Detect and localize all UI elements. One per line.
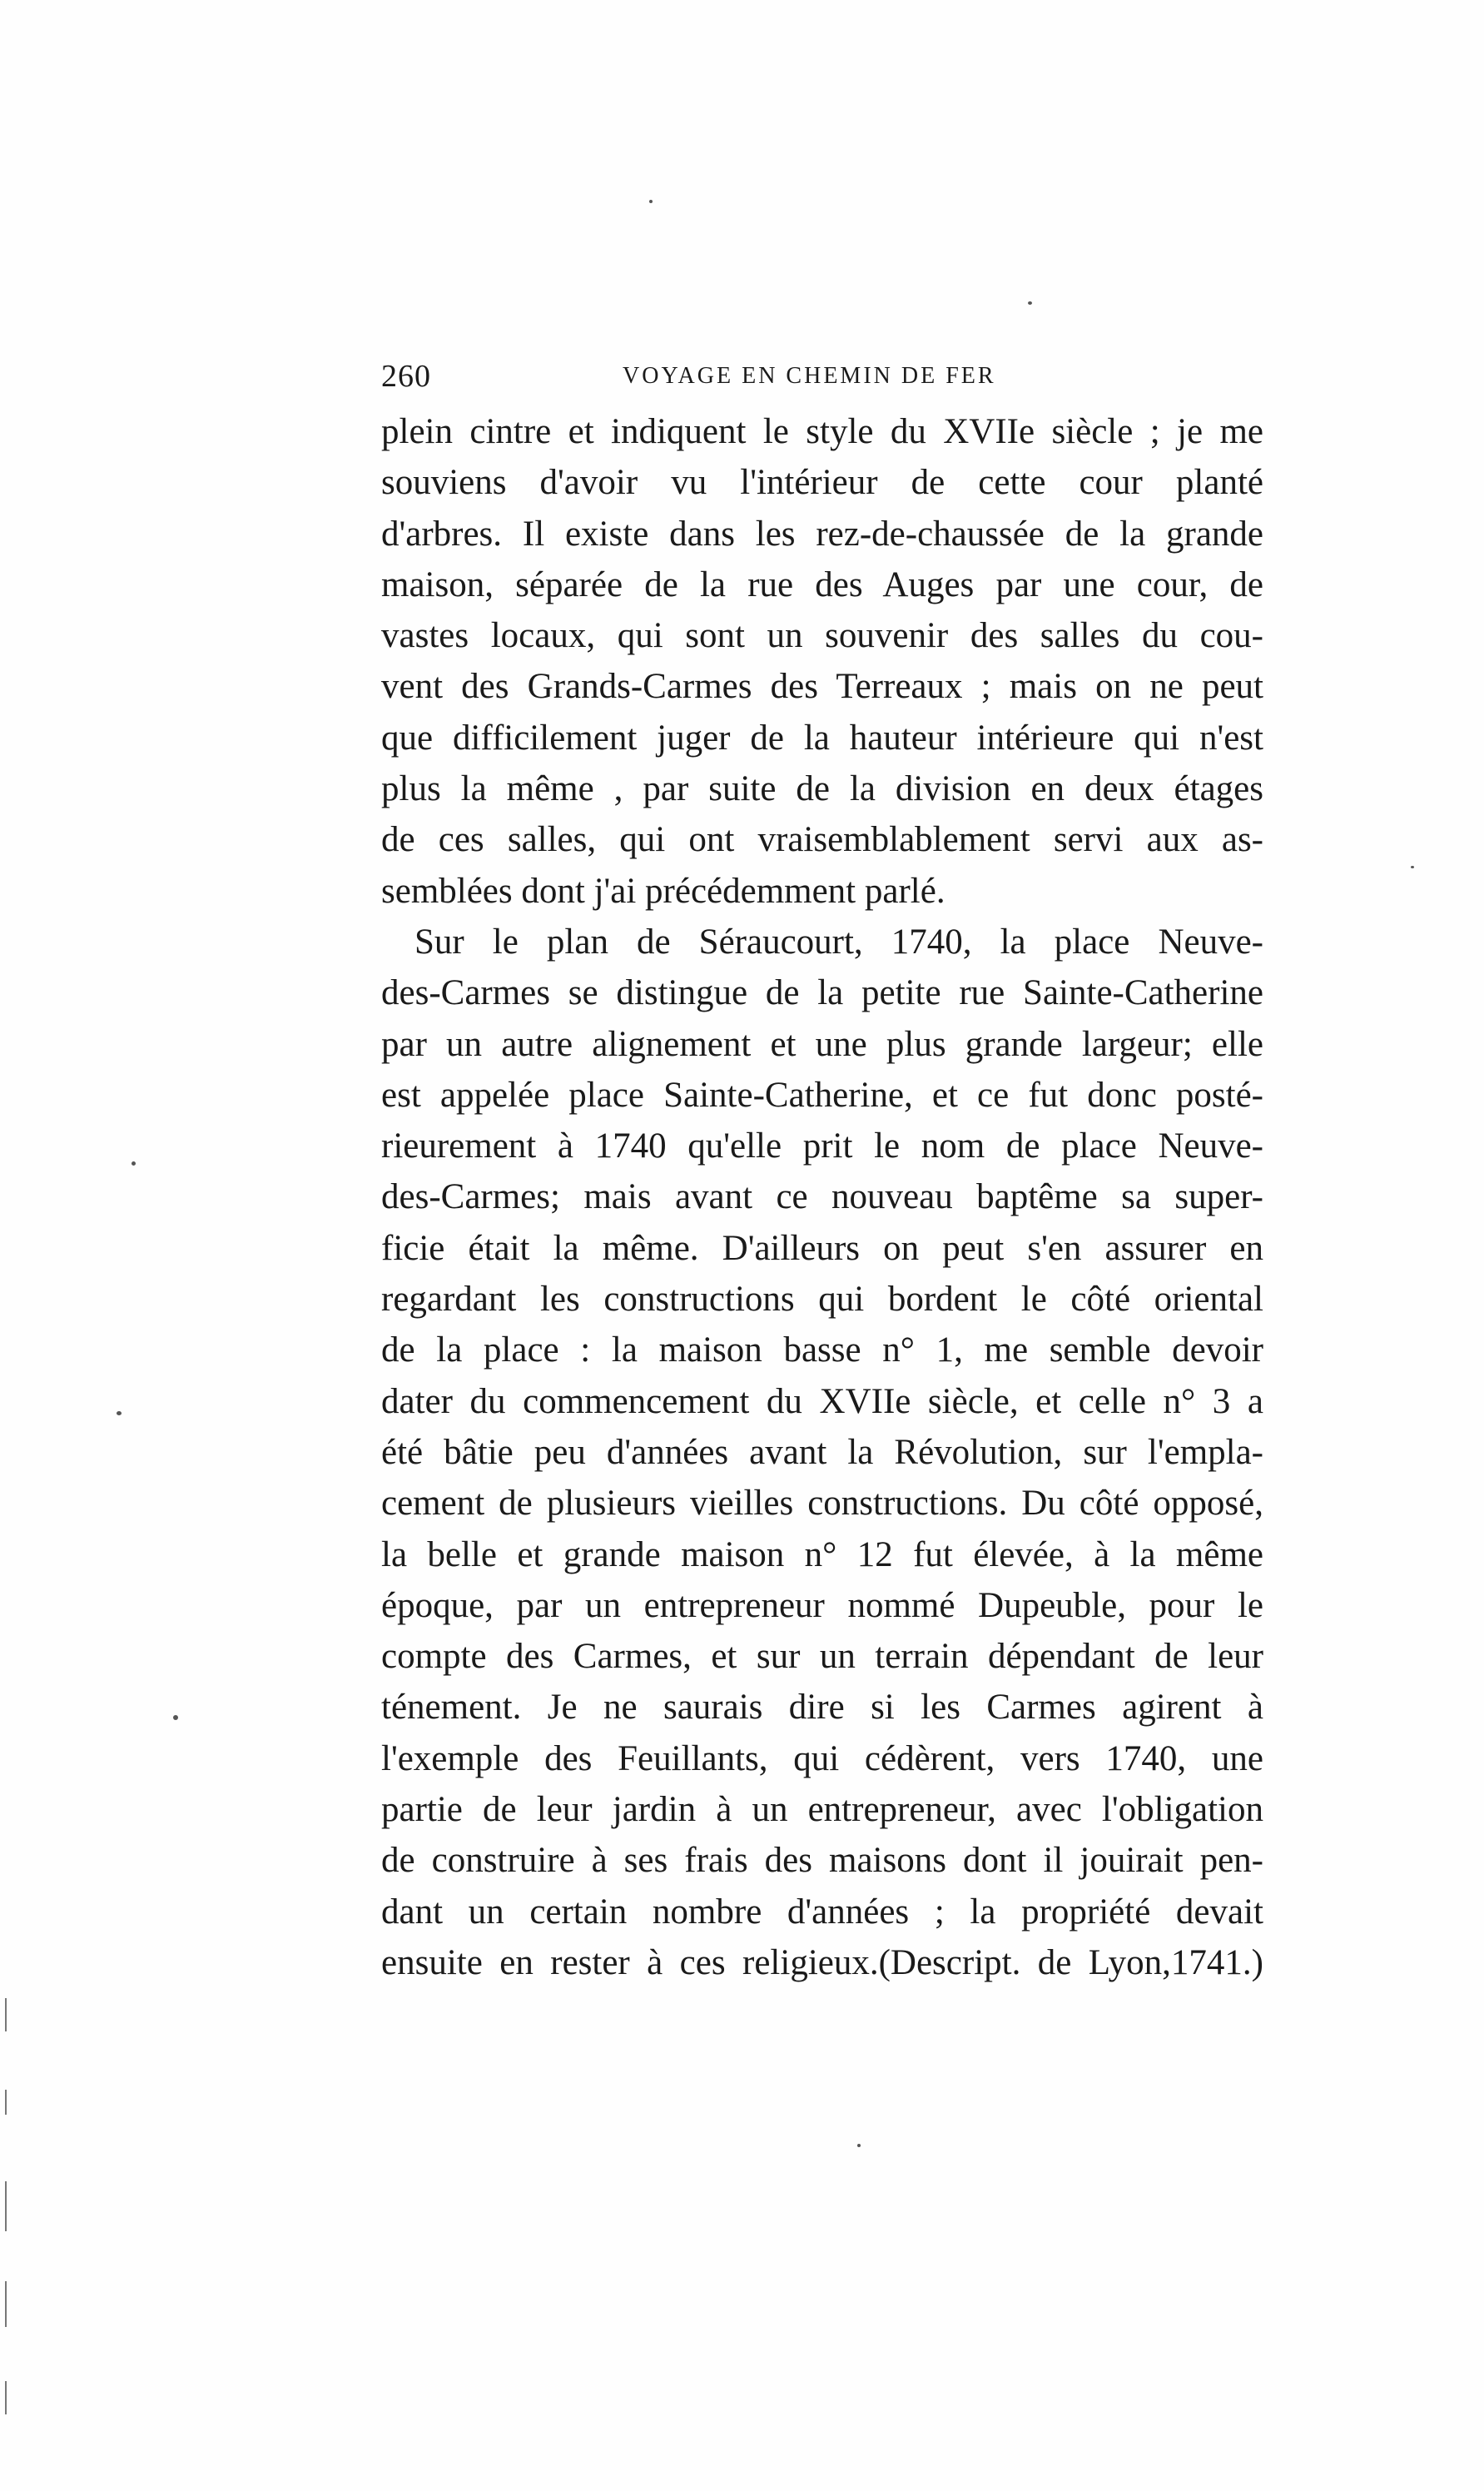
text-line: de ces salles, qui ont vraisemblablement servi aux as- xyxy=(381,820,1263,860)
scan-edge-mark xyxy=(5,2281,7,2327)
scan-speck xyxy=(1028,301,1032,305)
scan-speck xyxy=(173,1715,178,1720)
text-line: vent des Grands-Carmes des Terreaux ; mais on ne peut xyxy=(381,667,1263,707)
scan-speck xyxy=(1411,866,1414,868)
scan-speck xyxy=(649,200,653,203)
text-line: que difficilement juger de la hauteur intérieure qui n'est xyxy=(381,718,1263,758)
text-line: de construire à ses frais des maisons dont il jouirait pen- xyxy=(381,1841,1263,1881)
text-line: des-Carmes se distingue de la petite rue Sainte-Catherine xyxy=(381,973,1263,1013)
text-line: vastes locaux, qui sont un souvenir des salles du cou- xyxy=(381,616,1263,656)
text-line: Sur le plan de Séraucourt, 1740, la place Neuve- xyxy=(414,922,1263,962)
text-line: la belle et grande maison n° 12 fut élevée, à la même xyxy=(381,1534,1263,1574)
text-line: semblées dont j'ai précédemment parlé. xyxy=(381,871,945,911)
scan-speck xyxy=(132,1161,136,1166)
text-line: dant un certain nombre d'années ; la propriété devait xyxy=(381,1892,1263,1932)
scan-speck xyxy=(857,2144,861,2147)
text-line: compte des Carmes, et sur un terrain dépendant de leur xyxy=(381,1637,1263,1677)
text-line: ficie était la même. D'ailleurs on peut s'en assurer en xyxy=(381,1228,1263,1268)
page-number: 260 xyxy=(381,359,431,394)
scan-edge-mark xyxy=(5,2381,7,2414)
text-line: ensuite en rester à ces religieux.(Descript. de Lyon,1741.) xyxy=(381,1942,1263,1982)
text-line: regardant les constructions qui bordent le côté oriental xyxy=(381,1280,1263,1320)
text-line: souviens d'avoir vu l'intérieur de cette cour planté xyxy=(381,463,1263,503)
text-line: par un autre alignement et une plus grande largeur; elle xyxy=(381,1024,1263,1064)
text-line: dater du commencement du XVIIe siècle, et celle n° 3 a xyxy=(381,1381,1263,1421)
text-line: l'exemple des Feuillants, qui cédèrent, vers 1740, une xyxy=(381,1738,1263,1778)
text-line: maison, séparée de la rue des Auges par une cour, de xyxy=(381,564,1263,604)
text-line: de la place : la maison basse n° 1, me semble devoir xyxy=(381,1330,1263,1370)
scan-speck xyxy=(117,1411,122,1415)
text-line: partie de leur jardin à un entrepreneur, avec l'obligation xyxy=(381,1790,1263,1830)
text-line: d'arbres. Il existe dans les rez-de-chaussée de la grande xyxy=(381,514,1263,554)
scan-edge-mark xyxy=(5,1998,7,2031)
text-line: plus la même , par suite de la division en deux étages xyxy=(381,769,1263,809)
text-line: été bâtie peu d'années avant la Révolution, sur l'empla- xyxy=(381,1432,1263,1472)
body-text xyxy=(381,406,1263,1988)
text-line: cement de plusieurs vieilles constructions. Du côté opposé, xyxy=(381,1484,1263,1524)
text-line: rieurement à 1740 qu'elle prit le nom de place Neuve- xyxy=(381,1126,1263,1166)
scan-edge-mark xyxy=(5,2181,7,2231)
running-head xyxy=(381,358,1263,394)
text-line: ténement. Je ne saurais dire si les Carmes agirent à xyxy=(381,1688,1263,1728)
scan-edge-mark xyxy=(5,2090,7,2115)
text-line: est appelée place Sainte-Catherine, et ce fut donc posté- xyxy=(381,1075,1263,1115)
text-line: époque, par un entrepreneur nommé Dupeuble, pour le xyxy=(381,1585,1263,1625)
text-line: des-Carmes; mais avant ce nouveau baptême sa super- xyxy=(381,1177,1263,1217)
text-line: plein cintre et indiquent le style du XVIIe siècle ; je me xyxy=(381,412,1263,451)
running-title: VOYAGE EN CHEMIN DE FER xyxy=(623,363,996,389)
